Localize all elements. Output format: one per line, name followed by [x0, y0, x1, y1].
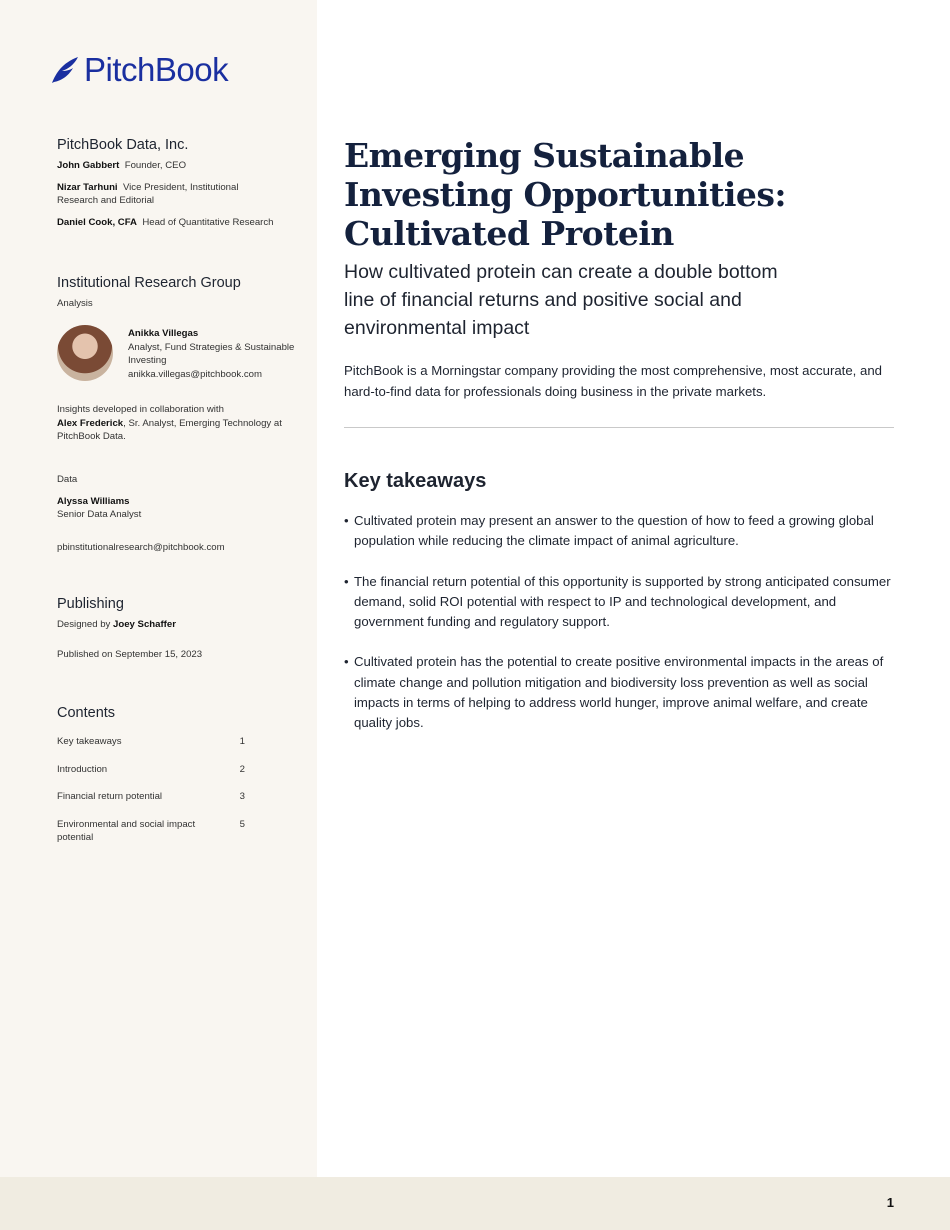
research-group-block: [57, 275, 297, 311]
subtitle-line: line of financial returns and positive social and: [344, 289, 742, 311]
title-line: Investing Opportunities:: [344, 175, 787, 214]
intro-paragraph: PitchBook is a Morningstar company providing the most comprehensive, most accurate, and hard-to-find data for professionals doing business in the private markets.: [344, 363, 883, 399]
analysis-label: Analysis: [57, 298, 93, 309]
toc-item[interactable]: Environmental and social impact potential 5: [57, 818, 245, 843]
takeaway-item: • The financial return potential of this opportunity is supported by strong anticipated consumer demand, solid ROI potential with respect to IP and technological development, and government funding and regulatory support.: [344, 572, 894, 633]
takeaways-list: [344, 511, 894, 754]
title-line: Emerging Sustainable: [344, 136, 745, 175]
exec-row: John Gabbert Founder, CEO: [57, 160, 187, 171]
data-label: Data: [57, 474, 78, 485]
divider: [344, 427, 894, 428]
report-title: [344, 136, 894, 253]
report-subtitle: [344, 258, 894, 342]
pitchbook-feather-icon: [50, 55, 80, 85]
contents-heading: Contents: [57, 705, 116, 721]
toc-item[interactable]: Financial return potential 3: [57, 791, 245, 802]
analyst-name: Anikka Villegas: [128, 328, 199, 339]
page-footer: [0, 1177, 950, 1230]
subtitle-line: How cultivated protein can create a double bottom: [344, 261, 778, 283]
toc-item[interactable]: Key takeaways 1: [57, 736, 245, 747]
analyst-avatar: [57, 325, 113, 381]
collab-name: Alex Frederick: [57, 417, 124, 429]
analyst-details: [128, 327, 298, 381]
collab-note: Insights developed in collaboration with Alex Frederick, Sr. Analyst, Emerging Technology at PitchBook Data.: [57, 404, 282, 442]
designed-by: Designed by Joey Schaffer: [57, 619, 176, 630]
pitchbook-logo: [50, 50, 228, 90]
takeaway-item: • Cultivated protein has the potential to create positive environmental impacts in the areas of climate change and pollution mitigation and biodiversity loss prevention as well as social impacts in terms of helping to address world hunger, improve animal welfare, and create quality jobs.: [344, 652, 894, 733]
group-heading: Institutional Research Group: [57, 275, 241, 291]
contact-email[interactable]: pbinstitutionalresearch@pitchbook.com: [57, 542, 225, 553]
title-line: Cultivated Protein: [344, 214, 674, 253]
takeaway-item: • Cultivated protein may present an answer to the question of how to feed a growing global population while reducing the climate impact of animal agriculture.: [344, 511, 894, 552]
analyst-card: [57, 325, 297, 385]
analyst-email[interactable]: anikka.villegas@pitchbook.com: [128, 368, 262, 380]
page-number: 1: [886, 1195, 894, 1210]
data-person-name: Alyssa Williams: [57, 495, 130, 507]
subtitle-line: environmental impact: [344, 317, 530, 339]
publishing-block: [57, 596, 297, 661]
contents-block: [57, 705, 297, 859]
publishing-heading: Publishing: [57, 596, 124, 612]
company-name: PitchBook Data, Inc.: [57, 137, 189, 153]
analyst-title: Analyst, Fund Strategies & Sustainable Investing: [128, 341, 295, 366]
data-block: [57, 473, 297, 522]
exec-row: Nizar Tarhuni Vice President, Institutional Research and Editorial: [57, 181, 239, 206]
data-person-title: Senior Data Analyst: [57, 509, 142, 520]
takeaways-heading: Key takeaways: [344, 470, 487, 492]
logo-wordmark: PitchBook: [84, 51, 229, 88]
published-date: Published on September 15, 2023: [57, 648, 203, 660]
toc-item[interactable]: Introduction 2: [57, 763, 245, 775]
exec-row: Daniel Cook, CFA Head of Quantitative Research: [57, 216, 274, 228]
company-block: [57, 137, 297, 237]
